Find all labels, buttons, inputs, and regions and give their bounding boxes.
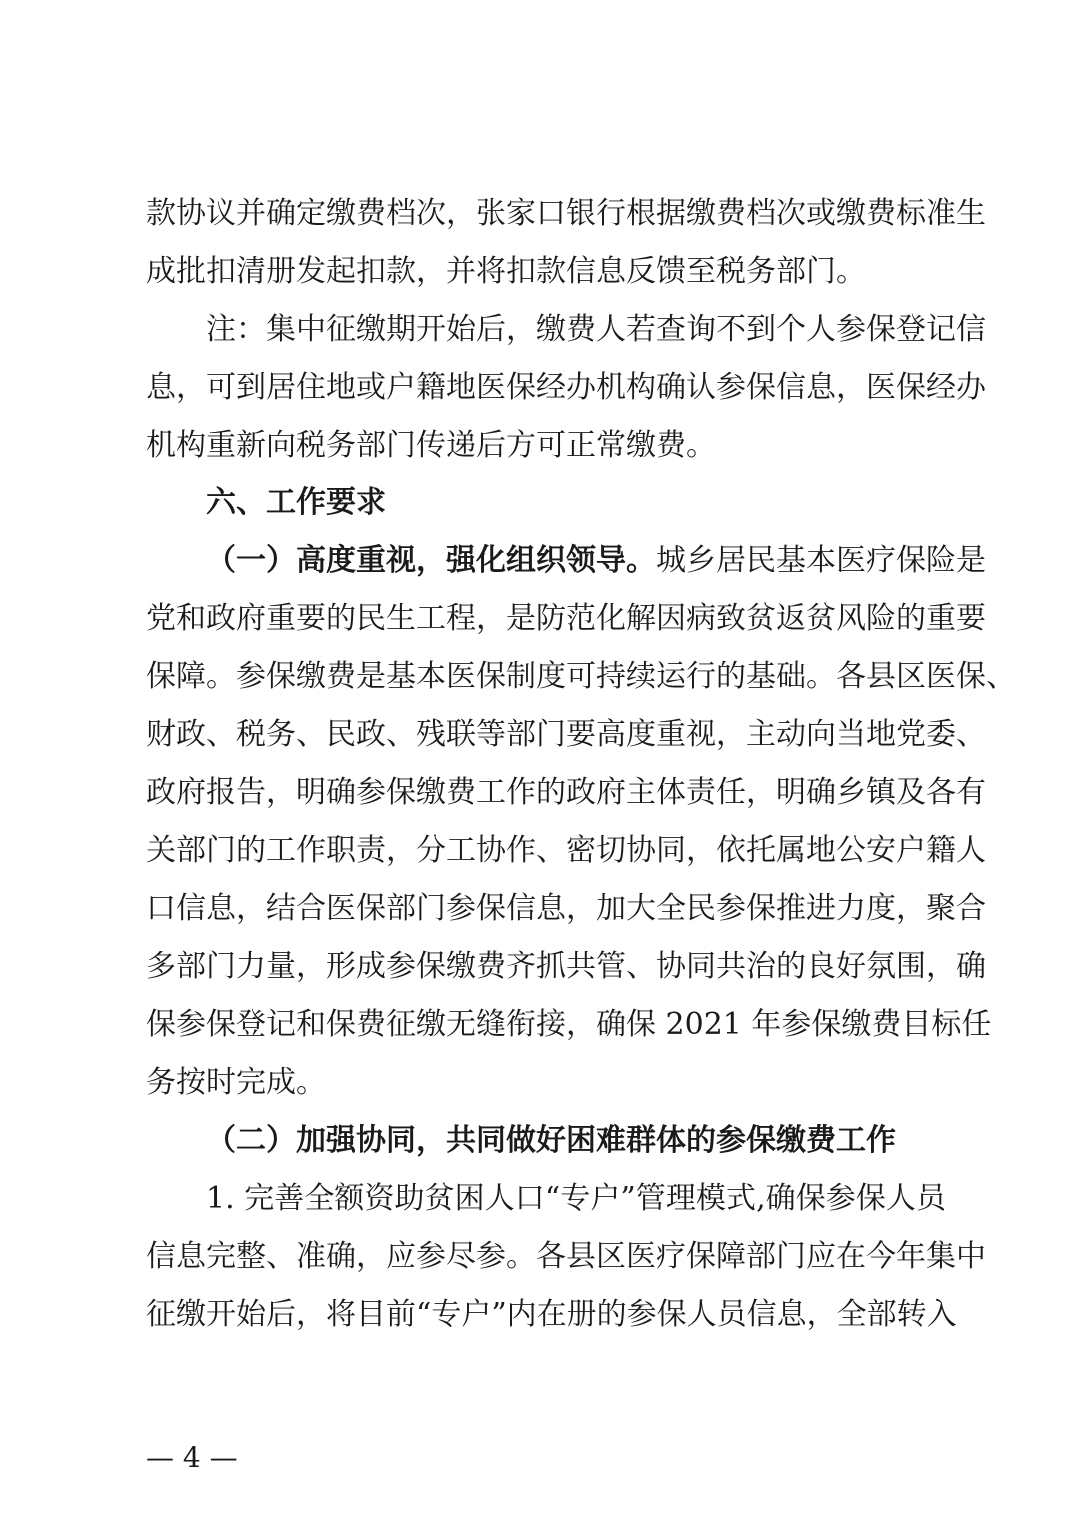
- note-line-3: 机构重新向税务部门传递后方可正常缴费。: [146, 428, 716, 463]
- subsection-heading-1: （一）高度重视，强化组织领导。: [206, 543, 656, 578]
- subsection-line-1: [206, 532, 986, 590]
- section-heading: 六、工作要求: [206, 485, 386, 520]
- body-line-10: 保参保登记和保费征缴无缝衔接，确保 2021 年参保缴费目标任: [146, 1007, 992, 1042]
- subsection-text-1: 城乡居民基本医疗保险是: [656, 543, 986, 578]
- body-line-4: 保障。参保缴费是基本医保制度可持续运行的基础。各县区医保、: [146, 659, 1016, 694]
- body-line-6: 政府报告，明确参保缴费工作的政府主体责任，明确乡镇及各有: [146, 775, 986, 810]
- item-line-3: 征缴开始后，将目前“专户”内在册的参保人员信息，全部转入: [146, 1297, 957, 1332]
- subsection-heading-2: （二）加强协同，共同做好困难群体的参保缴费工作: [206, 1123, 896, 1158]
- note-line-1: 注：集中征缴期开始后，缴费人若查询不到个人参保登记信: [206, 312, 986, 347]
- body-line-8: 口信息，结合医保部门参保信息，加大全民参保推进力度，聚合: [146, 891, 986, 926]
- body-line-7: 关部门的工作职责，分工协作、密切协同，依托属地公安户籍人: [146, 833, 986, 868]
- body-line-2: 成批扣清册发起扣款，并将扣款信息反馈至税务部门。: [146, 254, 866, 289]
- body-line-11: 务按时完成。: [146, 1065, 326, 1100]
- item-line-2: 信息完整、准确，应参尽参。各县区医疗保障部门应在今年集中: [146, 1239, 986, 1274]
- body-line-9: 多部门力量，形成参保缴费齐抓共管、协同共治的良好氛围，确: [146, 949, 986, 984]
- note-line-2: 息，可到居住地或户籍地医保经办机构确认参保信息，医保经办: [146, 370, 986, 405]
- item-line-1: 1. 完善全额资助贫困人口“专户”管理模式,确保参保人员: [206, 1181, 946, 1216]
- page-number: — 4 —: [146, 1441, 238, 1474]
- body-line-1: 款协议并确定缴费档次，张家口银行根据缴费档次或缴费标准生: [146, 196, 986, 231]
- body-line-5: 财政、税务、民政、残联等部门要高度重视，主动向当地党委、: [146, 717, 986, 752]
- body-line-3: 党和政府重要的民生工程，是防范化解因病致贫返贫风险的重要: [146, 601, 986, 636]
